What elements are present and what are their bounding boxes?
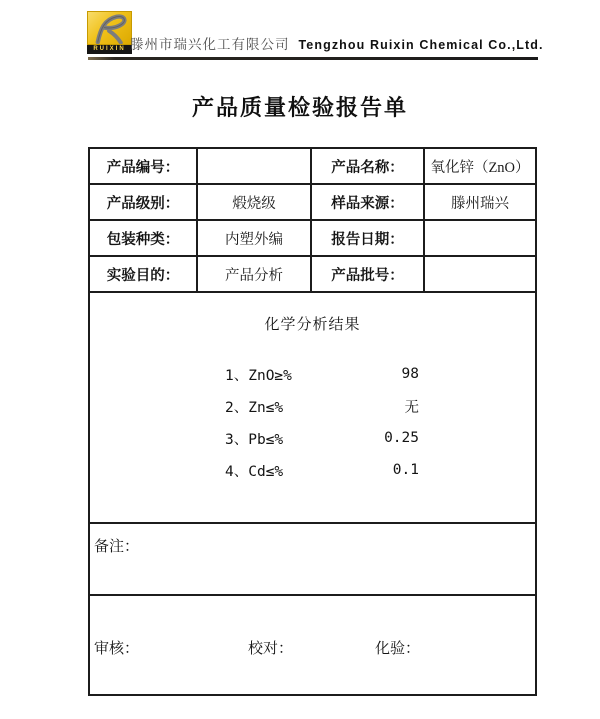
ruixin-logo [87, 11, 132, 54]
chemical-analysis-title: 化学分析结果 [264, 317, 361, 333]
analysis-item-pb [225, 422, 419, 454]
analysis-item-zno [225, 358, 419, 390]
remarks-row [90, 524, 535, 596]
analysis-item-cd [225, 454, 419, 486]
report-date-value [425, 221, 535, 257]
company-name-chinese: 滕州市瑞兴化工有限公司 [130, 37, 290, 52]
packaging-type-value: 内塑外编 [198, 221, 312, 257]
page-title: 产品质量检验报告单 [191, 95, 408, 120]
product-code-value [198, 149, 312, 185]
product-name-label: 产品名称： [312, 149, 425, 185]
ruixin-logo-square [87, 11, 132, 45]
signature-row [90, 596, 535, 692]
analysis-item-label: 3、Pb≤% [225, 431, 284, 448]
company-name-english: Tengzhou Ruixin Chemical Co.,Ltd. [298, 38, 544, 52]
header-divider [88, 57, 538, 60]
analysis-item-value: 98 [401, 366, 419, 382]
analysis-item-label: 4、Cd≤% [225, 463, 284, 480]
batch-number-value [425, 257, 535, 293]
info-grid [90, 149, 535, 293]
ruixin-logo-r-icon [91, 13, 129, 45]
product-grade-label: 产品级别： [90, 185, 198, 221]
analysis-item-value: 0.25 [384, 430, 419, 446]
ruixin-logo-wordmark: RUIXIN [87, 45, 132, 54]
reviewer-label: 审核： [94, 641, 140, 657]
sample-source-label: 样品来源： [312, 185, 425, 221]
chemical-analysis-list [225, 358, 419, 486]
analysis-item-value: 0.1 [392, 462, 419, 478]
company-name-line [130, 33, 544, 53]
analysis-item-label: 2、Zn≤% [225, 399, 284, 416]
report-date-label: 报告日期： [312, 221, 425, 257]
sample-source-value: 滕州瑞兴 [425, 185, 535, 221]
proofreader-label: 校对： [248, 641, 294, 657]
report-table [88, 147, 537, 696]
analysis-item-value: 无 [404, 399, 419, 416]
product-grade-value: 煅烧级 [198, 185, 312, 221]
tester-label: 化验： [375, 641, 421, 657]
experiment-purpose-label: 实验目的： [90, 257, 198, 293]
product-name-value: 氧化锌（ZnO） [425, 149, 535, 185]
packaging-type-label: 包装种类： [90, 221, 198, 257]
remarks-label: 备注： [94, 539, 140, 555]
chemical-analysis-section [90, 293, 535, 524]
product-code-label: 产品编号： [90, 149, 198, 185]
batch-number-label: 产品批号： [312, 257, 425, 293]
analysis-item-label: 1、ZnO≥% [225, 367, 292, 384]
analysis-item-zn [225, 390, 419, 422]
experiment-purpose-value: 产品分析 [198, 257, 312, 293]
